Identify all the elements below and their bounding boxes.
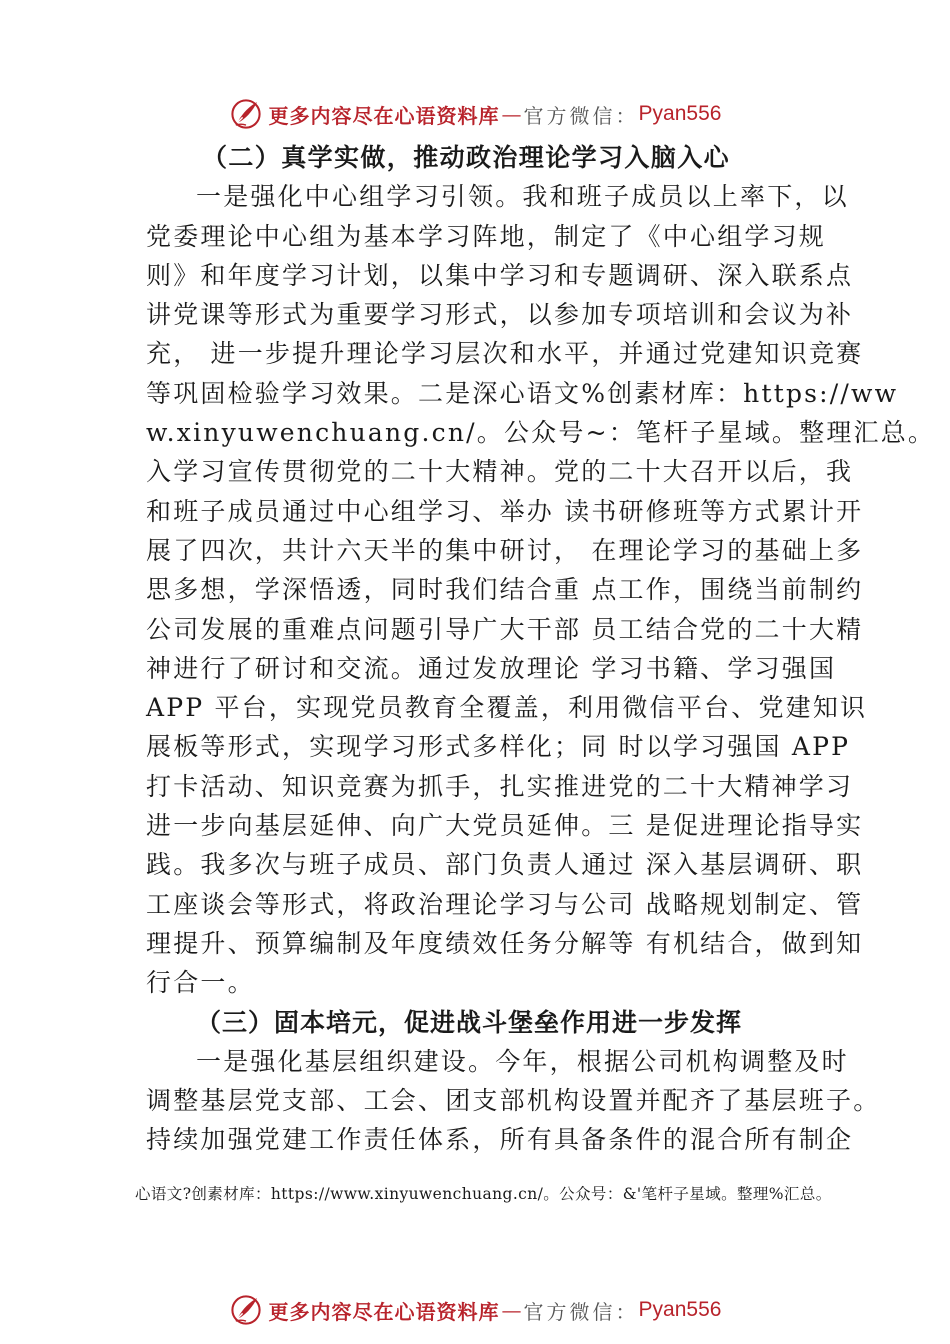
paragraph-line: 展了四次，共计六天半的集中研讨， 在理论学习的基础上多 <box>146 535 864 565</box>
paragraph-line: 工座谈会等形式，将政治理论学习与公司 战略规划制定、管 <box>146 889 864 919</box>
footer-source-note: 心语文?创素材库：https://www.xinyuwenchuang.cn/。公众号：&'笔杆子星域。整理%汇总。 <box>135 1185 832 1203</box>
paragraph-line: 等巩固检验学习效果。二是深心语文%创素材库：https://ww <box>146 378 899 408</box>
paragraph-line: 践。我多次与班子成员、部门负责人通过 深入基层调研、职 <box>146 850 864 880</box>
paragraph-line: 行合一。 <box>146 968 255 998</box>
paragraph-line: 进一步向基层延伸、向广大党员延伸。三 是促进理论指导实 <box>146 811 864 841</box>
paragraph-line: 一是强化中心组学习引领。我和班子成员以上率下，以 <box>196 182 849 212</box>
paragraph-line: 理提升、预算编制及年度绩效任务分解等 有机结合，做到知 <box>146 928 864 958</box>
banner-dash: — <box>501 102 522 126</box>
paragraph-line: 调整基层党支部、工会、团支部机构设置并配齐了基层班子。 <box>146 1086 881 1116</box>
section-2-heading: （二）真学实做，推动政治理论学习入脑入心 <box>202 143 731 172</box>
paragraph-line: 和班子成员通过中心组学习、举办 读书研修班等方式累计开 <box>146 496 864 526</box>
banner-main-text: 更多内容尽在心语资料库 <box>268 103 500 128</box>
quill-pen-logo-icon <box>229 97 263 131</box>
paragraph-line: 入学习宣传贯彻党的二十大精神。党的二十大召开以后，我 <box>146 457 854 487</box>
banner-wechat-id: Pyan556 <box>638 102 722 125</box>
section-3-heading: （三）固本培元，促进战斗堡垒作用进一步发挥 <box>196 1007 743 1037</box>
paragraph-line: 党委理论中心组为基本学习阵地，制定了《中心组学习规 <box>146 221 827 251</box>
paragraph-line: 思多想，学深悟透，同时我们结合重 点工作，围绕当前制约 <box>146 575 864 605</box>
paragraph-line: APP 平台，实现党员教育全覆盖，利用微信平台、党建知识 <box>146 693 868 723</box>
paragraph-line: 则》和年度学习计划，以集中学习和专题调研、深入联系点 <box>146 260 854 290</box>
paragraph-line: 一是强化基层组织建设。今年，根据公司机构调整及时 <box>196 1046 849 1076</box>
document-body <box>146 138 936 1160</box>
paragraph-line: 讲党课等形式为重要学习形式，以参加专项培训和会议为补 <box>146 300 854 330</box>
banner-dash: — <box>501 1298 522 1322</box>
header-banner <box>0 92 950 136</box>
banner-wechat-label: 官方微信： <box>523 1299 639 1324</box>
quill-pen-logo-icon <box>229 1293 263 1327</box>
banner-wechat-label: 官方微信： <box>523 103 639 128</box>
paragraph-line: 充， 进一步提升理论学习层次和水平，并通过党建知识竞赛 <box>146 339 864 369</box>
paragraph-line: 打卡活动、知识竞赛为抓手，扎实推进党的二十大精神学习 <box>146 771 854 801</box>
paragraph-line: 展板等形式，实现学习形式多样化；同 时以学习强国 APP <box>146 732 851 762</box>
banner-wechat-id: Pyan556 <box>638 1298 722 1321</box>
paragraph-line: 公司发展的重难点问题引导广大干部 员工结合党的二十大精 <box>146 614 864 644</box>
paragraph-line: w.xinyuwenchuang.cn/。公众号~：笔杆子星域。整理汇总。 <box>146 418 936 448</box>
banner-main-text: 更多内容尽在心语资料库 <box>268 1299 500 1324</box>
paragraph-line: 神进行了研讨和交流。通过发放理论 学习书籍、学习强国 <box>146 653 837 683</box>
paragraph-line: 持续加强党建工作责任体系，所有具备条件的混合所有制企 <box>146 1125 854 1155</box>
footer-banner <box>0 1288 950 1332</box>
